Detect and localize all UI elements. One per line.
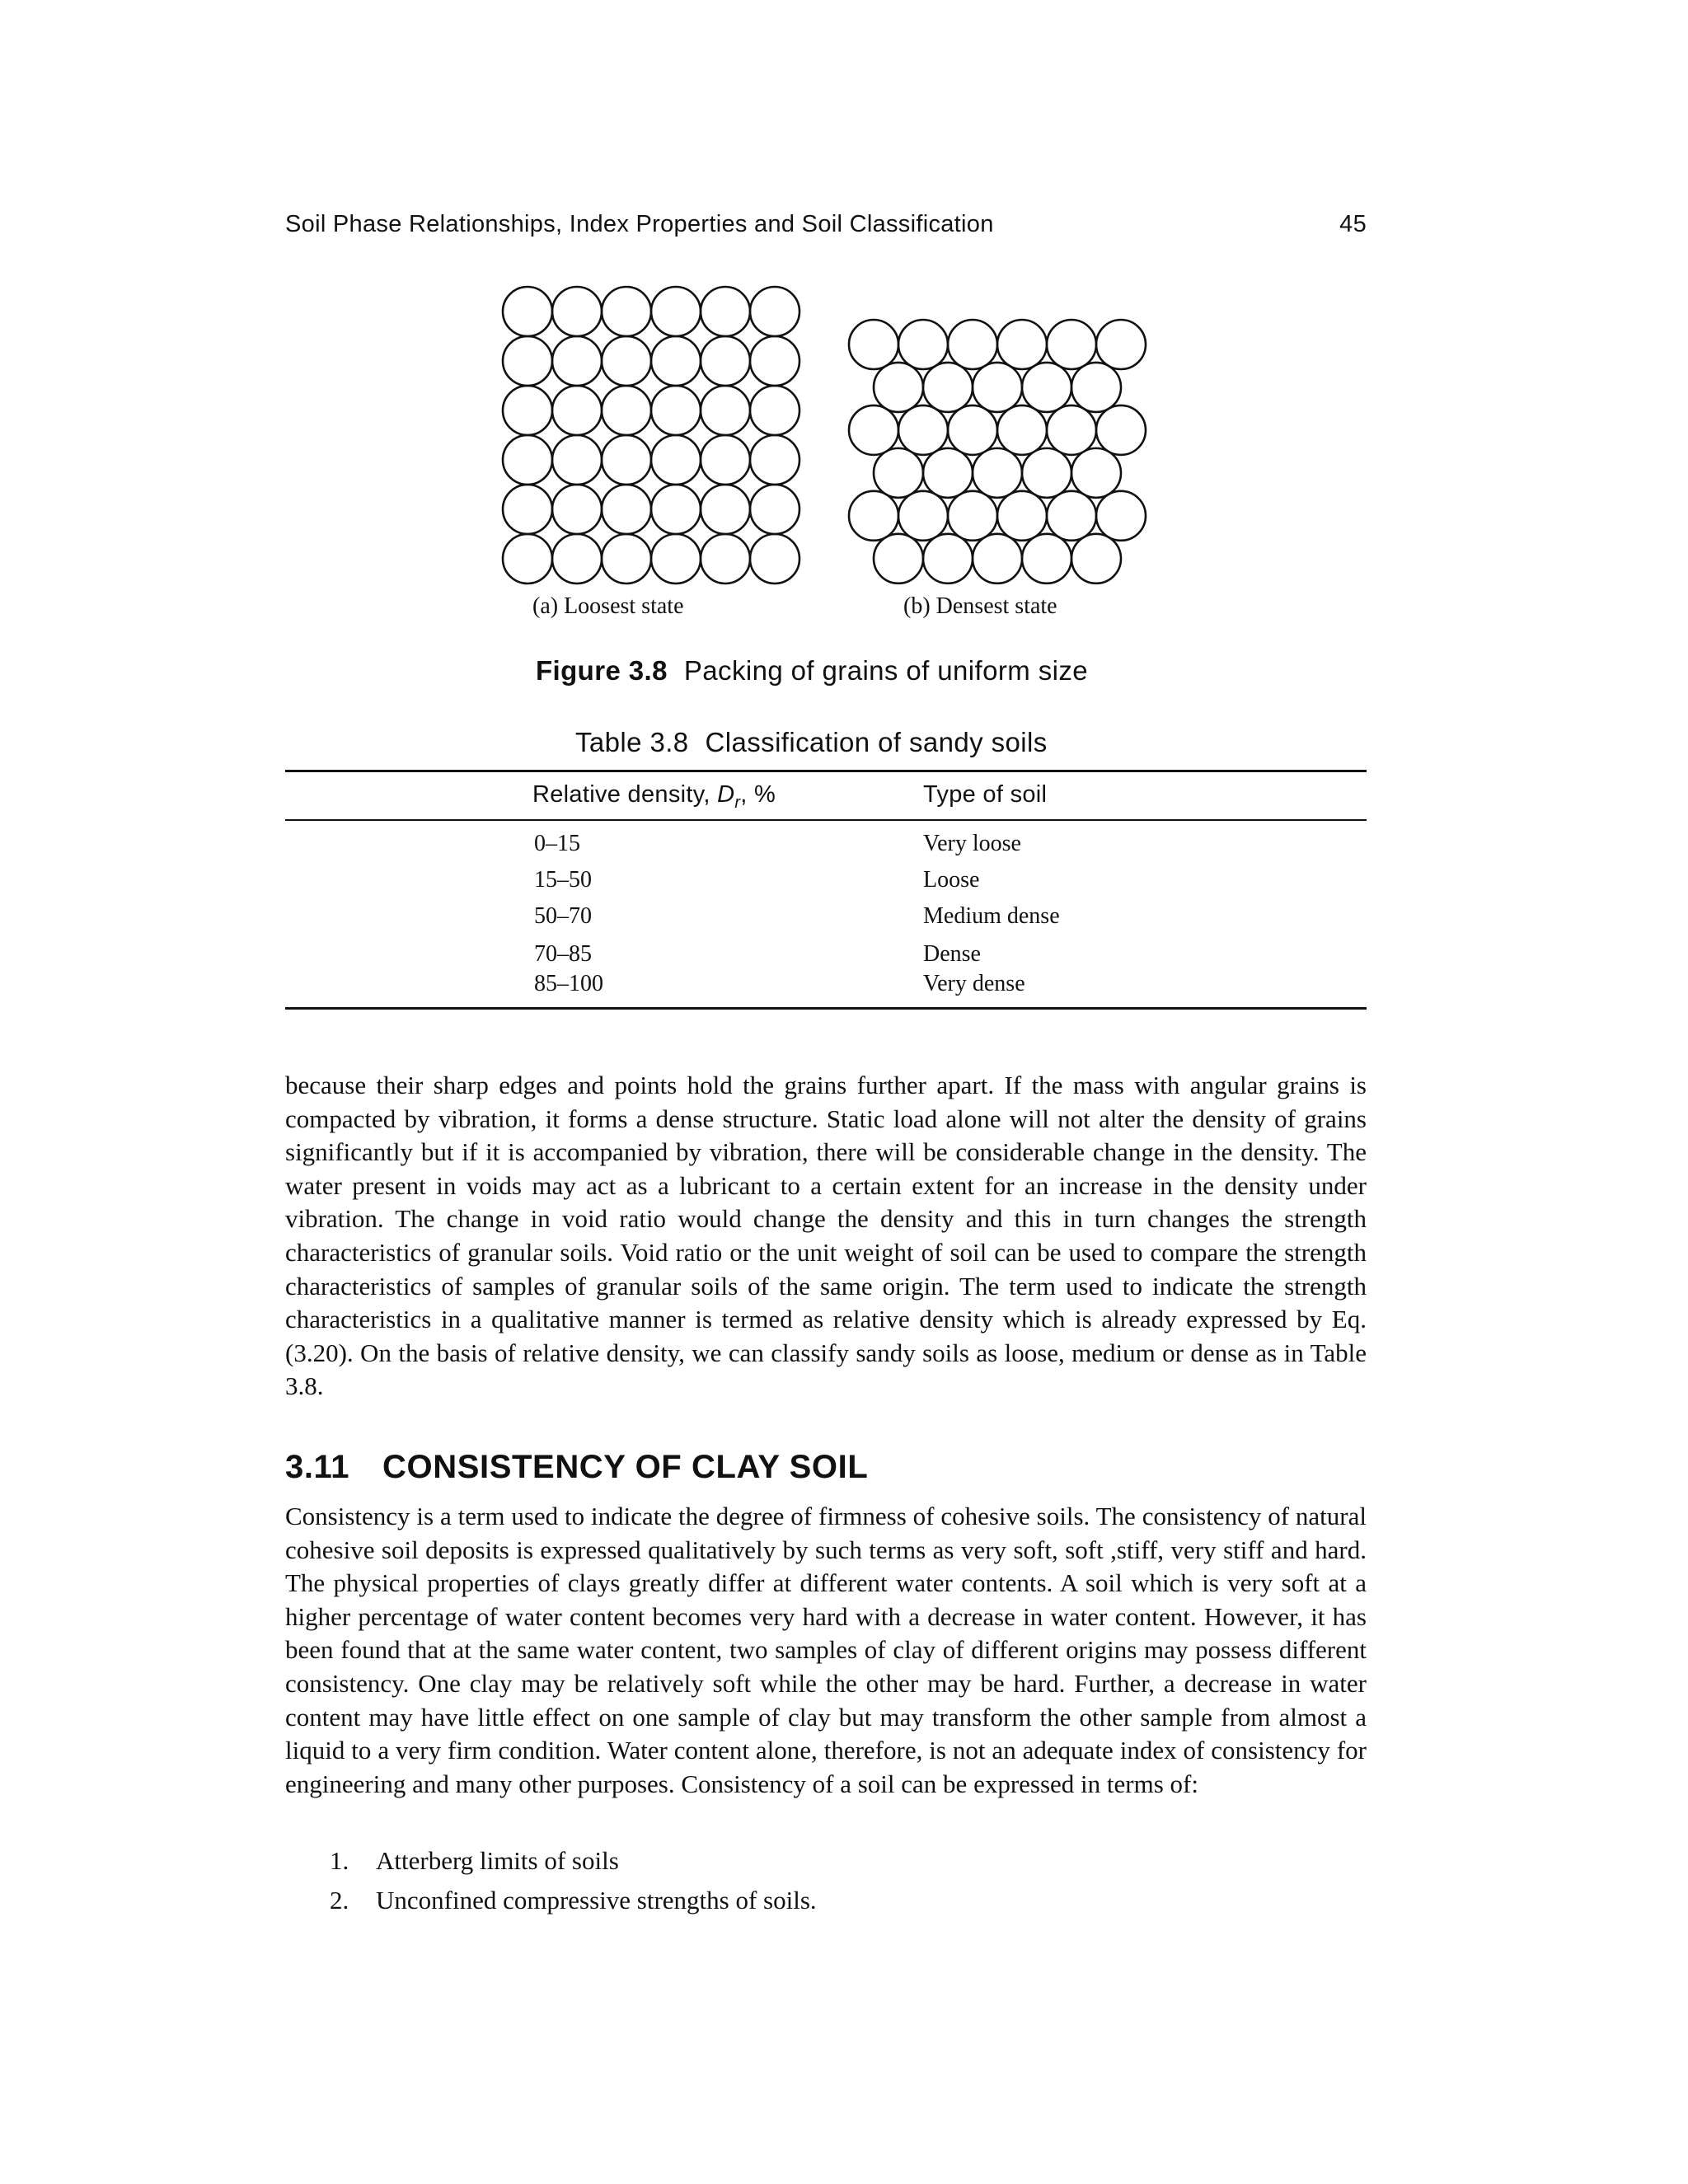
grain-circle [849, 405, 898, 455]
list-item-marker: 1. [330, 1846, 349, 1875]
grain-circle [503, 435, 552, 485]
grain-circle [552, 336, 602, 386]
table-caption-text: Classification of sandy soils [705, 727, 1048, 757]
running-head [285, 211, 1367, 238]
grain-circle [1071, 363, 1121, 412]
figure-label-densest: (b) Densest state [903, 593, 1057, 619]
grain-circle [923, 534, 973, 583]
list-item [330, 1841, 619, 1881]
grain-circle [874, 448, 923, 498]
grain-circle [602, 386, 651, 435]
grain-circle [997, 320, 1047, 369]
grain-circle [948, 320, 997, 369]
grain-circle [923, 448, 973, 498]
grain-circle [651, 485, 701, 534]
grain-circle [503, 485, 552, 534]
grain-circle [997, 491, 1047, 541]
grain-circle [849, 320, 898, 369]
figure-caption-label: Figure 3.8 [536, 655, 668, 686]
table-cell-density: 70–85 [534, 941, 592, 967]
list-item [330, 1881, 817, 1920]
grain-circle [503, 534, 552, 583]
grain-circle [1022, 448, 1071, 498]
section-title: CONSISTENCY OF CLAY SOIL [382, 1449, 869, 1485]
table-cell-type: Very dense [923, 971, 1025, 996]
grain-circle [651, 386, 701, 435]
grain-circle [552, 386, 602, 435]
table-cell-type: Loose [923, 867, 980, 893]
section-heading [285, 1449, 868, 1486]
grain-circle [552, 435, 602, 485]
grain-circle [997, 405, 1047, 455]
grain-circle [923, 363, 973, 412]
grain-circle [973, 534, 1022, 583]
table-cell-density: 0–15 [534, 831, 580, 856]
grain-circle [651, 336, 701, 386]
grain-circle [701, 534, 750, 583]
grain-circle [602, 287, 651, 336]
grain-circle [948, 405, 997, 455]
grain-circle [651, 435, 701, 485]
body-paragraph-consistency: Consistency is a term used to indicate the degree of firmness of cohesive soils. The consistency of natural cohesive soil deposits is expressed qualitatively by such terms as very soft, soft ,stiff, very stiff and hard. The physical properties of clays greatly differ at different water contents. A soil which is very soft at a higher percentage of water content becomes very hard with a decrease in water content. However, it has been found that at the same water content, two samples of clay of different origins may possess different consistency. One clay may be relatively soft while the other may be hard. Further, a decrease in water content may have little effect on one sample of clay but may transform the other sample from almost a liquid to a very firm condition. Water content alone, therefore, is not an adequate index of consistency for engineering and many other purposes. Consistency of a soil can be expressed in terms of: [285, 1502, 1367, 1798]
grain-circle [1096, 491, 1146, 541]
table-header-rule [285, 819, 1367, 821]
table-cell-type: Medium dense [923, 903, 1060, 929]
grain-circle [552, 485, 602, 534]
grain-circle [602, 534, 651, 583]
loosest-packing-diagram [495, 279, 808, 592]
grain-circle [874, 534, 923, 583]
grain-circle [602, 336, 651, 386]
grain-circle [1096, 320, 1146, 369]
table-cell-density: 85–100 [534, 971, 603, 996]
grain-circle [1047, 405, 1096, 455]
grain-circle [750, 386, 799, 435]
table-header-type: Type of soil [923, 781, 1048, 808]
grain-circle [701, 287, 750, 336]
table-header-density: Relative density, $D_r$, % [532, 781, 776, 812]
grain-circle [898, 320, 948, 369]
table-cell-type: Dense [923, 941, 981, 967]
grain-circle [602, 485, 651, 534]
table-cell-density: 50–70 [534, 903, 592, 929]
table-bottom-rule [285, 1007, 1367, 1010]
figure-grain-packing [0, 272, 1688, 701]
densest-packing-diagram [841, 312, 1154, 592]
figure-caption-text: Packing of grains of uniform size [683, 655, 1088, 686]
grain-circle [701, 485, 750, 534]
list-item-text: Unconfined compressive strengths of soils. [376, 1886, 817, 1915]
grain-circle [1047, 491, 1096, 541]
grain-circle [1071, 448, 1121, 498]
grain-circle [503, 386, 552, 435]
grain-circle [973, 448, 1022, 498]
body-paragraph-granular: because their sharp edges and points hold the grains further apart. If the mass with angular grains is compacted by vibration, it forms a dense structure. Static load alone will not alter the density of grains significantly but if it is accompanied by vibration, there will be considerable change in the density. The water present in voids may act as a lubricant to a certain extent for an increase in the density under vibration. The change in void ratio would change the density and this in turn changes the strength characteristics of granular soils. Void ratio or the unit weight of soil can be used to compare the strength characteristics of samples of granular soils of the same origin. The term used to indicate the strength characteristics in a qualitative manner is termed as relative density which is already expressed by Eq. (3.20). On the basis of relative density, we can classify sandy soils as loose, medium or dense as in Table 3.8. [285, 1071, 1367, 1401]
grain-circle [1096, 405, 1146, 455]
list-item-text: Atterberg limits of soils [376, 1846, 619, 1875]
table-caption-label: Table 3.8 [575, 727, 689, 757]
grain-circle [898, 491, 948, 541]
grain-circle [973, 363, 1022, 412]
grain-circle [750, 485, 799, 534]
figure-caption [536, 655, 1088, 687]
running-head-title: Soil Phase Relationships, Index Properties and Soil Classification [285, 211, 994, 237]
grain-circle [898, 405, 948, 455]
table-caption [575, 727, 1048, 758]
table-cell-type: Very loose [923, 831, 1021, 856]
grain-circle [750, 287, 799, 336]
grain-circle [750, 435, 799, 485]
density-symbol: D [717, 781, 735, 808]
grain-circle [874, 363, 923, 412]
grain-circle [1022, 534, 1071, 583]
grain-circle [750, 336, 799, 386]
grain-circle [701, 435, 750, 485]
grain-circle [503, 336, 552, 386]
grain-circle [651, 534, 701, 583]
grain-circle [651, 287, 701, 336]
page-number: 45 [1339, 211, 1367, 237]
grain-circle [1071, 534, 1121, 583]
grain-circle [701, 386, 750, 435]
grain-circle [849, 491, 898, 541]
grain-circle [701, 336, 750, 386]
grain-circle [602, 435, 651, 485]
table-top-rule [285, 770, 1367, 772]
grain-circle [552, 534, 602, 583]
figure-label-loosest: (a) Loosest state [532, 593, 684, 619]
list-item-marker: 2. [330, 1886, 349, 1915]
grain-circle [552, 287, 602, 336]
section-number: 3.11 [285, 1449, 350, 1485]
grain-circle [948, 491, 997, 541]
table-cell-density: 15–50 [534, 867, 592, 893]
grain-circle [750, 534, 799, 583]
grain-circle [1047, 320, 1096, 369]
grain-circle [503, 287, 552, 336]
grain-circle [1022, 363, 1071, 412]
